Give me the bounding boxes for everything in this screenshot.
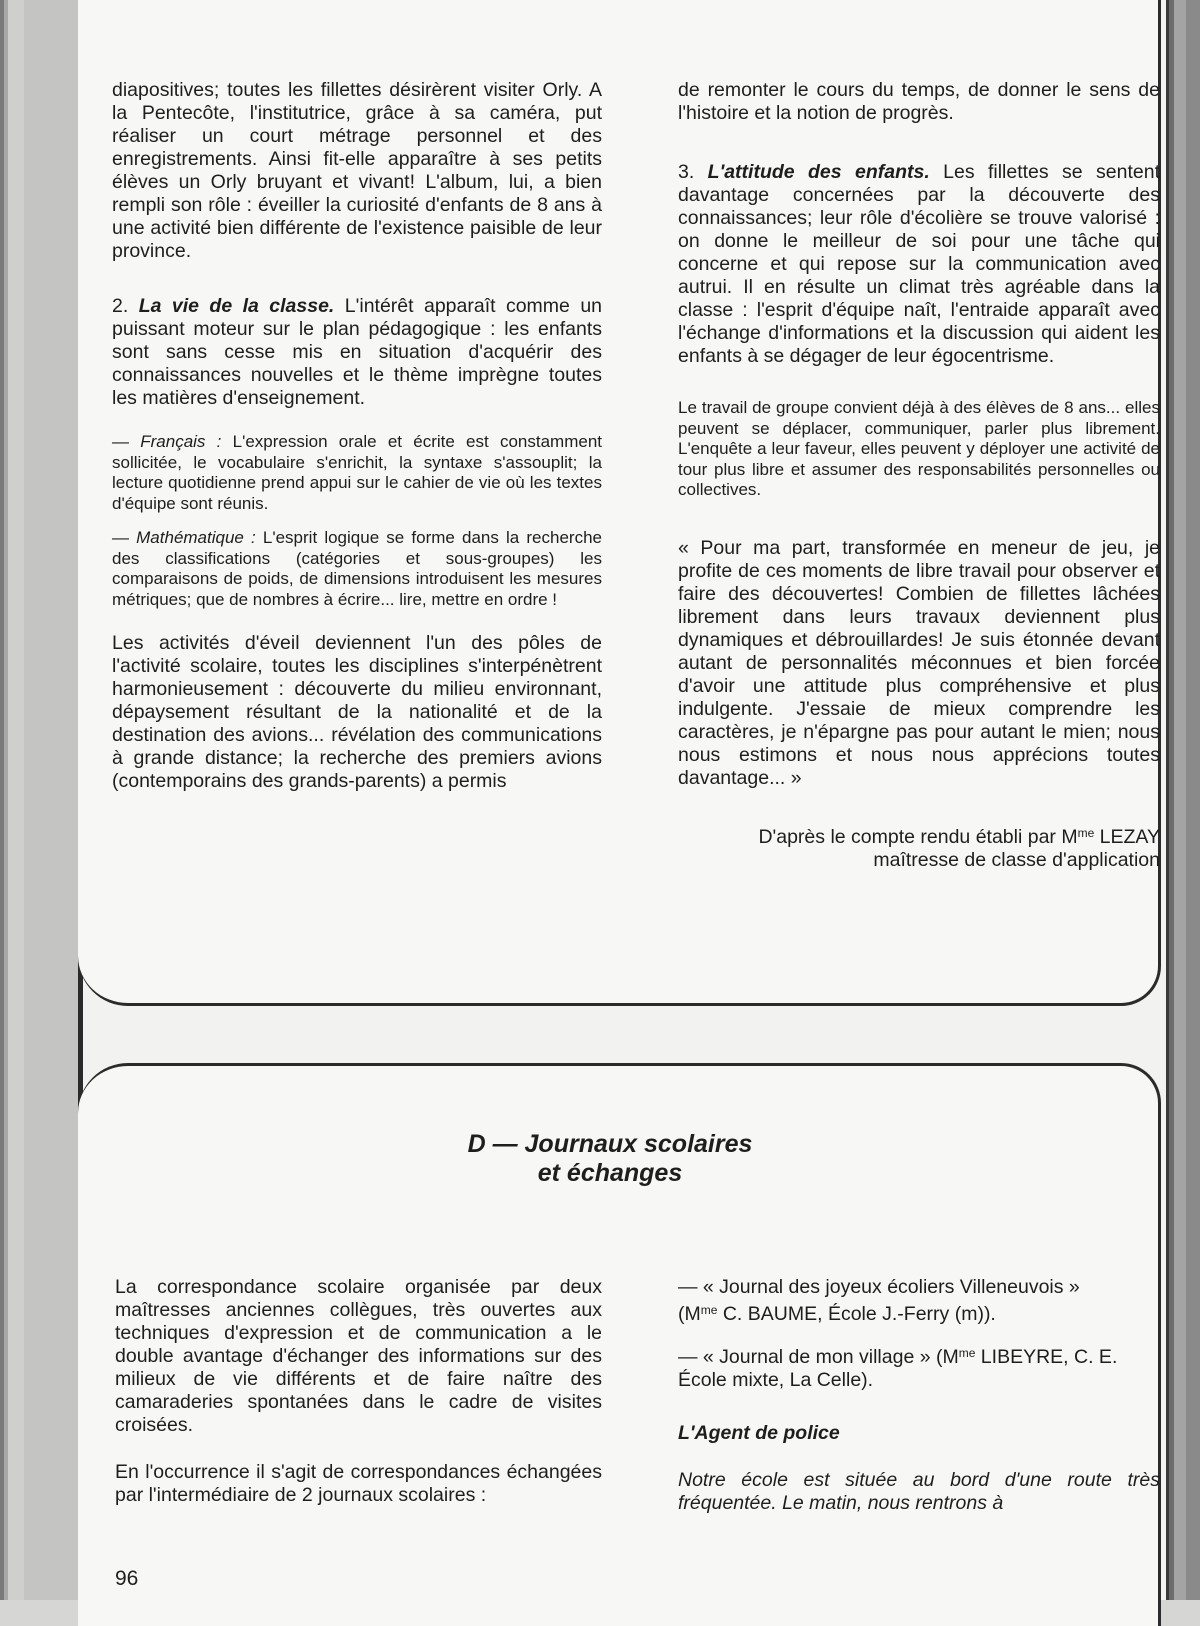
journal-1-pre: (M <box>678 1303 701 1325</box>
attribution <box>678 822 1160 872</box>
section-d-heading <box>380 1130 840 1188</box>
section-2 <box>112 295 602 410</box>
paragraph-histoire: de remonter le cours du temps, de donner le sens de l'histoire et la notion de progrès. <box>678 79 1160 124</box>
book-binding <box>0 0 80 1600</box>
heading-line-1: D — Journaux scolaires <box>467 1130 753 1158</box>
quote-teacher: « Pour ma part, transformée en meneur de jeu, je profite de ces moments de libre travail pour observer et faire des découvertes! Combien de fillettes lâchées librement dans leurs travaux deviennent plus dynamiques et débrouillardes! Je suis étonnée devant autant de personnalités méconnues et bien forcée d'avoir une attitude plus compréhensive et plus indulgente. J'essaie de mieux comprendre les caractères, je n'épargne pas pour autant le mien; nous nous estimons et nous nous apprécions toutes davantage... » <box>678 536 1160 789</box>
top-right-column <box>678 79 1160 872</box>
francais-text: L'expression orale et écrite est constamment sollicitée, le vocabulaire s'enrichit, la syntaxe s'assouplit; la lecture quotidienne prend appui sur le cahier de vie où les textes d'équipe sont réunis. <box>112 432 603 513</box>
excerpt-agent-police: Notre école est située au bord d'une route très fréquentée. Le matin, nous rentrons à <box>678 1469 1160 1514</box>
bottom-right-column <box>678 1276 1160 1515</box>
attribution-prefix: D'après le compte rendu établi par M <box>758 825 1078 848</box>
subheading-agent-police: L'Agent de police <box>678 1422 840 1444</box>
journal-item-2 <box>678 1342 1160 1392</box>
journal-2-sup: me <box>958 1346 976 1360</box>
francais-paragraph <box>112 432 602 514</box>
section-2-text: L'intérêt apparaît comme un puissant moteur sur le plan pédagogique : les enfants sont sans cesse mis en situation d'acquérir des connaissances nouvelles et le thème imprègne toutes les matières d'enseignement. <box>112 295 603 409</box>
top-left-column <box>112 79 602 793</box>
section-3-number: 3. <box>678 161 695 183</box>
paragraph-correspondance: La correspondance scolaire organisée par deux maîtresses anciennes collègues, très ouvertes aux techniques d'expression et de communication a le double avantage d'échanger des informations sur des milieux de vie différents et de faire naître des camaraderies spontanées dans le cadre de visites croisées. <box>115 1276 602 1436</box>
paragraph-orly: diapositives; toutes les fillettes désirèrent visiter Orly. A la Pentecôte, l'institutrice, grâce à sa caméra, put réaliser un court métrage personnel et des enregistrements. Ainsi fit-elle apparaître à ses petits élèves un Orly bruyant et vivant! L'album, lui, a bien rempli son rôle : éveiller la curiosité d'enfants de 8 ans à une activité bien différente de l'existence paisible de leur province. <box>112 79 602 262</box>
section-2-number: 2. <box>112 295 129 317</box>
attribution-sup: me <box>1077 825 1095 840</box>
journal-2-details: LIBEYRE, C. E. École mixte, La Celle). <box>678 1346 1118 1391</box>
page-right-edge-shadow <box>1166 0 1200 1600</box>
journal-item-1 <box>678 1276 1160 1326</box>
journal-1-sup: me <box>700 1303 718 1317</box>
section-3-text: Les fillettes se sentent davantage concernées par la découverte des connaissances; leur rôle d'écolière se trouve valorisé : on donne le meilleur de soi pour une tâche qui concerne et qui repose sur la communication avec autrui. Il en résulte un climat très agréable dans la classe : l'esprit d'équipe naît, l'entraide apparaît avec l'échange d'informations et la discussion qui aident les enfants à se dégager de leur égocentrisme. <box>678 161 1160 367</box>
paragraph-travail-groupe: Le travail de groupe convient déjà à des élèves de 8 ans... elles peuvent se déplacer, communiquer, parler plus librement. L'enquête a leur faveur, elles peuvent y déployer une activité de tour plus libre et assumer des responsabilités personnelles ou collectives. <box>678 398 1160 499</box>
journal-2-title: — « Journal de mon village » (M <box>678 1346 959 1368</box>
math-label: — Mathématique : <box>112 528 256 547</box>
paragraph-eveil: Les activités d'éveil deviennent l'un des pôles de l'activité scolaire, toutes les disciplines s'interpénètrent harmonieusement : découverte du milieu environnant, dépaysement résultant de la nationalité et de la destination des avions... révélation des communications à grande distance; la recherche des premiers avions (contemporains des grands-parents) a permis <box>112 632 602 792</box>
journal-1-details: C. BAUME, École J.-Ferry (m)). <box>717 1303 996 1325</box>
page-number: 96 <box>115 1567 139 1590</box>
paragraph-occurrence: En l'occurrence il s'agit de correspondances échangées par l'intermédiaire de 2 journaux scolaires : <box>115 1461 602 1506</box>
section-3-title: L'attitude des enfants. <box>707 161 930 183</box>
math-paragraph <box>112 528 602 610</box>
heading-line-2: et échanges <box>537 1159 683 1187</box>
francais-label: — Français : <box>112 432 222 451</box>
section-2-title: La vie de la classe. <box>138 295 335 317</box>
attribution-role: maîtresse de classe d'application <box>873 848 1160 871</box>
attribution-name: LEZAY <box>1094 825 1160 848</box>
math-text: L'esprit logique se forme dans la recherche des classifications (catégories et sous-groupes) les comparaisons de poids, de dimensions introduisent les mesures métriques; que de nombres à écrire... lire, mettre en ordre ! <box>112 528 602 609</box>
section-3 <box>678 161 1160 368</box>
journal-1-title: — « Journal des joyeux écoliers Villeneuvois » <box>678 1276 1080 1298</box>
bottom-left-column <box>115 1276 602 1507</box>
